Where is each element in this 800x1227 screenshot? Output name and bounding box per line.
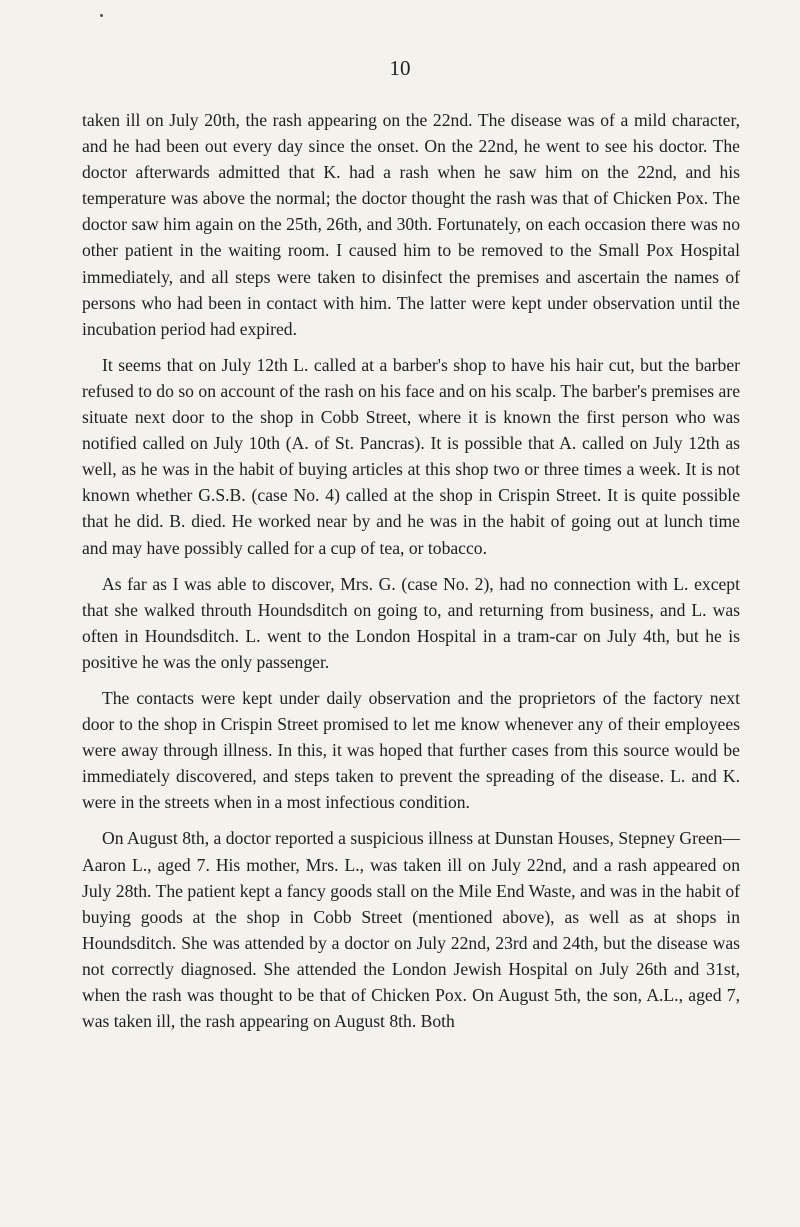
paragraph-2: It seems that on July 12th L. called at a barber's shop to have his hair cut, but the barber refused to do so on account of the rash on his face and on his scalp. The barber's premises are situate next door to the shop in Cobb Street, where it is known the first person who was notified called on July 10th (A. of St. Pancras). It is possible that A. called on July 12th as well, as he was in the habit of buying articles at this shop two or three times a week. It is not known whether G.S.B. (case No. 4) called at the shop in Crispin Street. It is quite possible that he did. B. died. He worked near by and he was in the habit of going out at lunch time and may have possibly called for a cup of tea, or tobacco.	[82, 354, 740, 558]
page-number: 10	[389, 56, 411, 80]
document-body	[82, 107, 740, 1034]
scan-speck	[100, 14, 103, 17]
paragraph-4: The contacts were kept under daily observation and the proprietors of the factory next door to the shop in Crispin Street promised to let me know whenever any of their employees were away through illness. In this, it was hoped that further cases from this source would be immediately discovered, and steps taken to prevent the spreading of the disease. L. and K. were in the streets when in a most infectious condition.	[82, 687, 740, 813]
paragraph-5: On August 8th, a doctor reported a suspicious illness at Dunstan Houses, Stepney Green—Aaron L., aged 7. His mother, Mrs. L., was taken ill on July 22nd, and a rash appeared on July 28th. The patient kept a fancy goods stall on the Mile End Waste, and was in the habit of buying goods at the shop in Cobb Street (mentioned above), as well as at shops in Houndsditch. She was attended by a doctor on July 22nd, 23rd and 24th, but the disease was not correctly diagnosed. She attended the London Jewish Hospital on July 26th and 31st, when the rash was thought to be that of Chicken Pox. On August 5th, the son, A.L., aged 7, was taken ill, the rash appearing on August 8th. Both	[82, 828, 740, 1032]
paragraph-3: As far as I was able to discover, Mrs. G. (case No. 2), had no connection with L. except that she walked throuth Houndsditch on going to, and returning from business, and L. was often in Houndsditch. L. went to the London Hospital in a tram-car on July 4th, but he is positive he was the only passenger.	[82, 573, 740, 672]
paragraph-1: taken ill on July 20th, the rash appearing on the 22nd. The disease was of a mild character, and he had been out every day since the onset. On the 22nd, he went to see his doctor. The doctor afterwards admitted that K. had a rash when he saw him on the 22nd, and his temperature was above the normal; the doctor thought the rash was that of Chicken Pox. The doctor saw him again on the 25th, 26th, and 30th. Fortunately, on each occasion there was no other patient in the waiting room. I caused him to be removed to the Small Pox Hospital immediately, and all steps were taken to disinfect the premises and ascertain the names of persons who had been in contact with him. The latter were kept under observation until the incubation period had expired.	[82, 110, 740, 339]
